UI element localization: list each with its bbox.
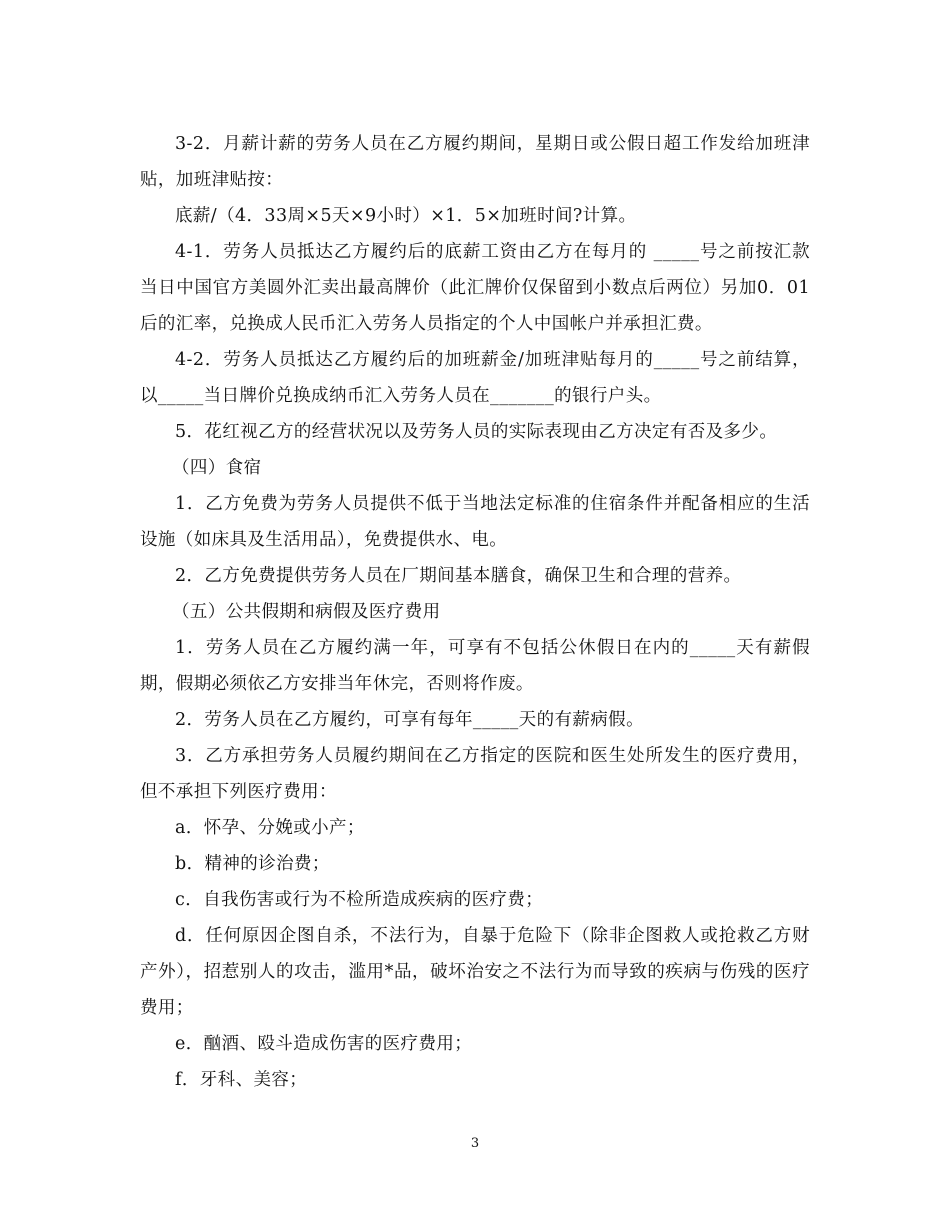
section-heading-board-lodging: （四）食宿: [172, 458, 262, 478]
page-number: 3: [470, 1136, 480, 1151]
list-item-exclusion-f: f．牙科、美容；: [175, 1070, 308, 1090]
paragraph-lodging: 1．乙方免费为劳务人员提供不低于当地法定标准的住宿条件并配备相应的生活设施（如床具及生活用品），免费提供水、电。: [140, 494, 810, 550]
list-item-exclusion-d: d．任何原因企图自杀，不法行为，自暴于危险下（除非企图救人或抢救乙方财产外），招惹别人的攻击，滥用*品，破坏治安之不法行为而导致的疾病与伤残的医疗费用；: [140, 926, 810, 1018]
paragraph-base-salary-payment: 4-1．劳务人员抵达乙方履约后的底薪工资由乙方在每月的 _____号之前按汇款当日中国官方美圆外汇卖出最高牌价（此汇牌价仅保留到小数点后两位）另加0．01后的汇率，兑换成人民币汇入劳务人员指定的个人中国帐户并承担汇费。: [140, 242, 810, 334]
paragraph-overtime-allowance: 3-2．月薪计薪的劳务人员在乙方履约期间，星期日或公假日超工作发给加班津贴，加班津贴按：: [140, 134, 810, 190]
list-item-exclusion-a: a．怀孕、分娩或小产；: [175, 818, 365, 838]
list-item-exclusion-b: b．精神的诊治费；: [175, 854, 330, 874]
list-item-exclusion-e: e．酗酒、殴斗造成伤害的医疗费用；: [175, 1034, 473, 1054]
list-item-exclusion-c: c．自我伤害或行为不检所造成疾病的医疗费；: [175, 890, 544, 910]
paragraph-medical-expenses: 3．乙方承担劳务人员履约期间在乙方指定的医院和医生处所发生的医疗费用，但不承担下列医疗费用：: [140, 746, 810, 802]
paragraph-meals: 2．乙方免费提供劳务人员在厂期间基本膳食，确保卫生和合理的营养。: [175, 566, 742, 586]
paragraph-sick-leave: 2．劳务人员在乙方履约，可享有每年_____天的有薪病假。: [175, 710, 644, 730]
paragraph-bonus: 5．花红视乙方的经营状况以及劳务人员的实际表现由乙方决定有否及多少。: [175, 422, 778, 442]
document-body: [140, 126, 810, 1098]
paragraph-overtime-formula: 底薪/（4．33周×5天×9小时）×1．5×加班时间?计算。: [175, 206, 637, 226]
paragraph-overtime-payment: 4-2．劳务人员抵达乙方履约后的加班薪金/加班津贴每月的_____号之前结算，以_____当日牌价兑换成纳币汇入劳务人员在_______的银行户头。: [140, 350, 810, 406]
paragraph-paid-leave: 1．劳务人员在乙方履约满一年，可享有不包括公休假日在内的_____天有薪假期，假期必须依乙方安排当年休完，否则将作废。: [140, 638, 810, 694]
section-heading-holidays-medical: （五）公共假期和病假及医疗费用: [172, 602, 441, 622]
